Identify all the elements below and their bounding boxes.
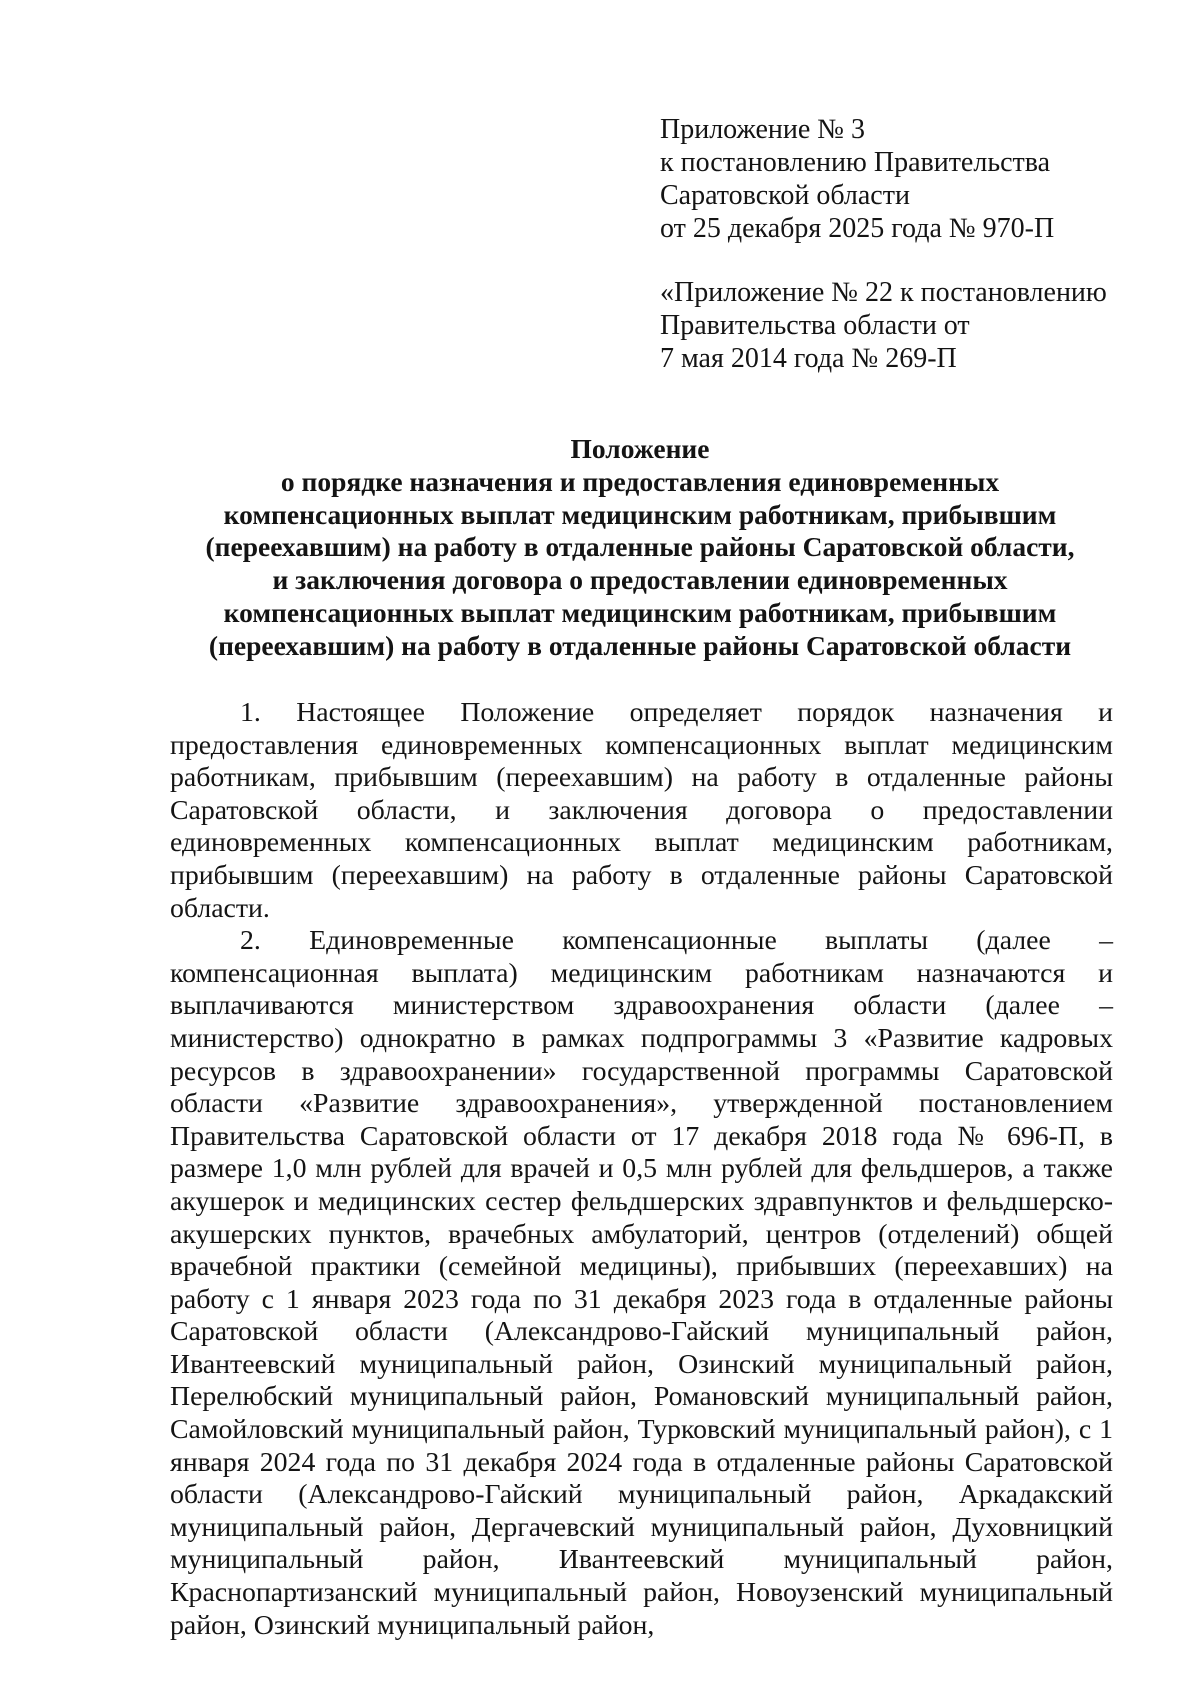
approval-line: к постановлению Правительства: [660, 147, 1051, 178]
paragraph-2: 2. Единовременные компенсационные выплаты (далее – компенсационная выплата) медицинским работникам назначаются и выплачиваются министерством здравоохранения области (далее – министерство) однократно в рамках подпрограммы 3 «Развитие кадровых ресурсов в здравоохранении» государственной программы Саратовской области «Развитие здравоохранения», утвержденной постановлением Правительства Саратовской области от 17 декабря 2018 года № 696-П, в размере 1,0 млн рублей для врачей и 0,5 млн рублей для фельдшеров, а также акушерок и медицинских сестер фельдшерских здравпунктов и фельдшерско-акушерских пунктов, врачебных амбулаторий, центров (отделений) общей врачебной практики (семейной медицины), прибывших (переехавших) на работу с 1 января 2023 года по 31 декабря 2023 года в отдаленные районы Саратовской области (Александрово-Гайский муниципальный район, Ивантеевский муниципальный район, Озинский муниципальный район, Перелюбский муниципальный район, Романовский муниципальный район, Самойловский муниципальный район, Турковский муниципальный район), с 1 января 2024 года по 31 декабря 2024 года в отдаленные районы Саратовской области (Александрово-Гайский муниципальный район, Аркадакский муниципальный район, Дергачевский муниципальный район, Духовницкий муниципальный район, Ивантеевский муниципальный район, Краснопартизанский муниципальный район, Новоузенский муниципальный район, Озинский муниципальный район,: [170, 925, 1113, 1641]
title-line: (переехавшим) на работу в отдаленные районы Саратовской области,: [205, 531, 1075, 563]
title-line: и заключения договора о предоставлении единовременных: [272, 564, 1008, 596]
title-line: (переехавшим) на работу в отдаленные районы Саратовской области: [208, 629, 1072, 661]
title-line: о порядке назначения и предоставления единовременных: [280, 465, 1000, 497]
amendment-line: 7 мая 2014 года № 269-П: [660, 343, 957, 374]
paragraph-1: 1. Настоящее Положение определяет порядок назначения и предоставления единовременных компенсационных выплат медицинским работникам, прибывшим (переехавшим) на работу в отдаленные районы Саратовской области, и заключения договора о предоставлении единовременных компенсационных выплат медицинским работникам, прибывшим (переехавшим) на работу в отдаленные районы Саратовской области.: [170, 697, 1113, 924]
title-line: компенсационных выплат медицинским работникам, прибывшим: [223, 596, 1057, 628]
title-line: компенсационных выплат медицинским работникам, прибывшим: [223, 498, 1057, 530]
approval-block: [660, 113, 1140, 245]
approval-line: от 25 декабря 2025 года № 970-П: [660, 213, 1055, 244]
amendment-block: [660, 276, 1140, 375]
approval-line: Приложение № 3: [660, 114, 865, 145]
amendment-line: Правительства области от: [660, 310, 970, 341]
amendment-line: «Приложение № 22 к постановлению: [660, 277, 1107, 308]
approval-line: Саратовской области: [660, 180, 910, 211]
document-title: [170, 433, 1110, 663]
document-body: [170, 697, 1113, 1642]
title-line: Положение: [570, 433, 710, 464]
